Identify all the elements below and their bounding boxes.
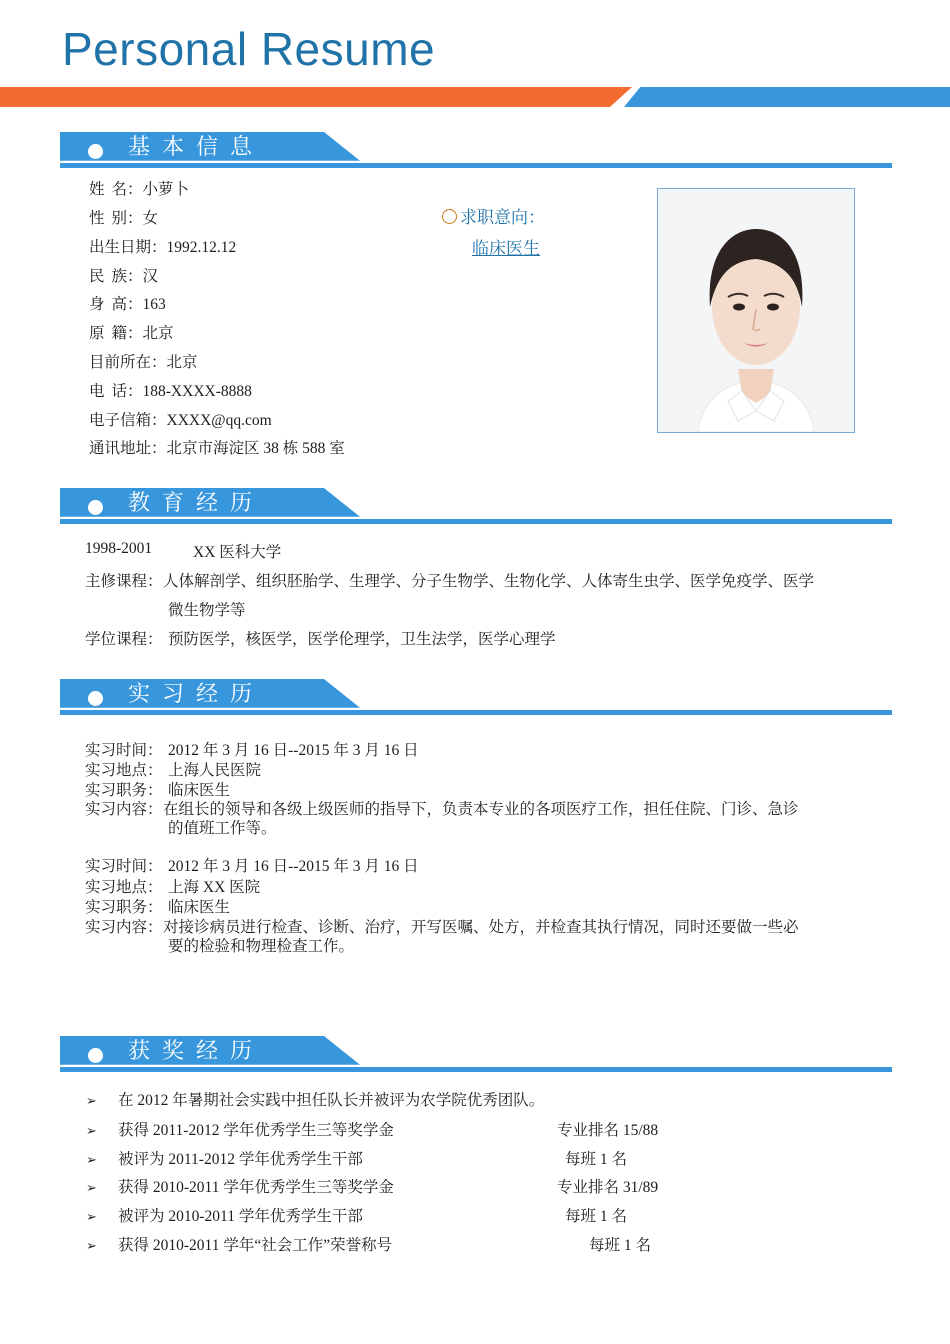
internship-time: 2012 年 3 月 16 日--2015 年 3 月 16 日 (168, 742, 419, 759)
info-value: 1992.12.12 (166, 239, 237, 256)
info-label: 电子信箱 (89, 412, 152, 429)
list-item (86, 1118, 786, 1140)
internship-time-label: 实习时间： (85, 742, 163, 759)
info-label: 原籍 (89, 325, 127, 342)
major-courses-line1: 人体解剖学、组织胚胎学、生理学、分子生物学、生物化学、人体寄生虫学、医学免疫学、医学 (163, 573, 815, 590)
info-value: 女 (142, 210, 159, 227)
portrait-image (658, 189, 854, 432)
info-value: 汉 (142, 268, 159, 285)
info-label: 身高 (89, 296, 127, 313)
info-row-address: 通讯地址：北京市海淀区 38 栋 588 室 (89, 436, 345, 458)
info-row-birth: 出生日期：1992.12.12 (89, 235, 236, 257)
list-item (86, 1175, 786, 1197)
internship-role: 临床医生 (168, 899, 231, 916)
info-label: 通讯地址 (89, 440, 152, 457)
list-item (86, 1233, 786, 1255)
arrow-bullet-icon: ➢ (86, 1210, 97, 1225)
info-row-gender: 性别：女 (89, 206, 158, 228)
internship-content-label: 实习内容： (85, 919, 163, 936)
major-courses-label: 主修课程： (85, 573, 163, 590)
header-blue-stripe (624, 87, 950, 107)
major-courses-line2: 微生物学等 (168, 602, 246, 619)
section-title-awards: 获奖经历 (128, 1039, 265, 1064)
circle-icon (442, 209, 457, 224)
info-value: 北京 (142, 325, 174, 342)
info-value: 188-XXXX-8888 (142, 383, 252, 400)
info-row-phone: 电话：188-XXXX-8888 (89, 379, 252, 401)
page-title: Personal Resume (62, 23, 436, 75)
circle-dot-icon (88, 691, 103, 706)
job-intent-label-text: 求职意向： (460, 208, 545, 228)
list-item (86, 1088, 544, 1110)
info-value: 小萝卜 (142, 181, 190, 198)
degree-courses-label: 学位课程： (85, 631, 163, 648)
job-intent-label (442, 203, 545, 228)
info-row-height: 身高：163 (89, 292, 166, 314)
award-rank: 每班 1 名 (565, 1208, 628, 1225)
circle-dot-icon (88, 144, 103, 159)
section-header-awards (60, 1036, 892, 1072)
award-rank: 专业排名 15/88 (557, 1122, 659, 1139)
award-text: 被评为 2010-2011 学年优秀学生干部 (118, 1208, 363, 1225)
internship-content-line1: 在组长的领导和各级上级医师的指导下，负责本专业的各项医疗工作，担任住院、门诊、急诊 (163, 801, 799, 818)
award-rank: 每班 1 名 (565, 1151, 628, 1168)
internship-content-line2: 的值班工作等。 (168, 820, 277, 837)
info-label: 性别 (89, 210, 127, 227)
circle-dot-icon (88, 500, 103, 515)
list-item (86, 1147, 786, 1169)
award-rank: 每班 1 名 (589, 1237, 652, 1254)
award-text: 获得 2011-2012 学年优秀学生三等奖学金 (118, 1122, 394, 1139)
profile-photo (657, 188, 855, 433)
header-orange-stripe (0, 87, 632, 107)
section-header-basic (60, 132, 892, 168)
section-title-basic: 基本信息 (128, 135, 265, 160)
info-row-origin: 原籍：北京 (89, 321, 174, 343)
info-value: 北京市海淀区 38 栋 588 室 (166, 440, 345, 457)
internship-time-label: 实习时间： (85, 858, 163, 875)
award-text: 获得 2010-2011 学年“社会工作”荣誉称号 (118, 1237, 393, 1254)
info-row-email: 电子信箱：XXXX@qq.com (89, 408, 272, 430)
circle-dot-icon (88, 1048, 103, 1063)
award-text: 被评为 2011-2012 学年优秀学生干部 (118, 1151, 363, 1168)
internship-time: 2012 年 3 月 16 日--2015 年 3 月 16 日 (168, 858, 419, 875)
info-label: 姓名 (89, 181, 127, 198)
arrow-bullet-icon: ➢ (86, 1181, 97, 1196)
section-title-education: 教育经历 (128, 491, 265, 516)
arrow-bullet-icon: ➢ (86, 1153, 97, 1168)
info-value: XXXX@qq.com (166, 412, 272, 429)
education-period: 1998-2001 (85, 540, 153, 557)
award-text: 在 2012 年暑期社会实践中担任队长并被评为农学院优秀团队。 (118, 1092, 545, 1109)
internship-place-label: 实习地点： (85, 879, 163, 896)
internship-content-line1: 对接诊病员进行检查、诊断、治疗，开写医嘱、处方，并检查其执行情况，同时还要做一些必 (163, 919, 799, 936)
internship-role: 临床医生 (168, 782, 231, 799)
internship-content-line2: 要的检验和物理检查工作。 (168, 938, 355, 955)
info-value: 163 (142, 296, 166, 313)
info-label: 目前所在 (89, 354, 152, 371)
info-label: 电话 (89, 383, 127, 400)
job-intent-link[interactable]: 临床医生 (472, 239, 540, 259)
arrow-bullet-icon: ➢ (86, 1124, 97, 1139)
info-row-ethnicity: 民族：汉 (89, 264, 158, 286)
internship-role-label: 实习职务： (85, 782, 163, 799)
education-school: XX 医科大学 (193, 544, 282, 561)
internship-content-label: 实习内容： (85, 801, 163, 818)
internship-place: 上海 XX 医院 (168, 879, 261, 896)
section-title-internship: 实习经历 (128, 682, 265, 707)
degree-courses: 预防医学，核医学，医学伦理学，卫生法学，医学心理学 (168, 631, 556, 648)
info-label: 出生日期 (89, 239, 152, 256)
section-header-internship (60, 679, 892, 715)
arrow-bullet-icon: ➢ (86, 1094, 97, 1109)
info-label: 民族 (89, 268, 127, 285)
internship-place-label: 实习地点： (85, 762, 163, 779)
info-value: 北京 (166, 354, 198, 371)
section-header-education (60, 488, 892, 524)
award-rank: 专业排名 31/89 (557, 1179, 659, 1196)
internship-place: 上海人民医院 (168, 762, 262, 779)
arrow-bullet-icon: ➢ (86, 1239, 97, 1254)
internship-role-label: 实习职务： (85, 899, 163, 916)
award-text: 获得 2010-2011 学年优秀学生三等奖学金 (118, 1179, 394, 1196)
list-item (86, 1204, 786, 1226)
info-row-name: 姓名：小萝卜 (89, 177, 189, 199)
info-row-location: 目前所在：北京 (89, 350, 198, 372)
